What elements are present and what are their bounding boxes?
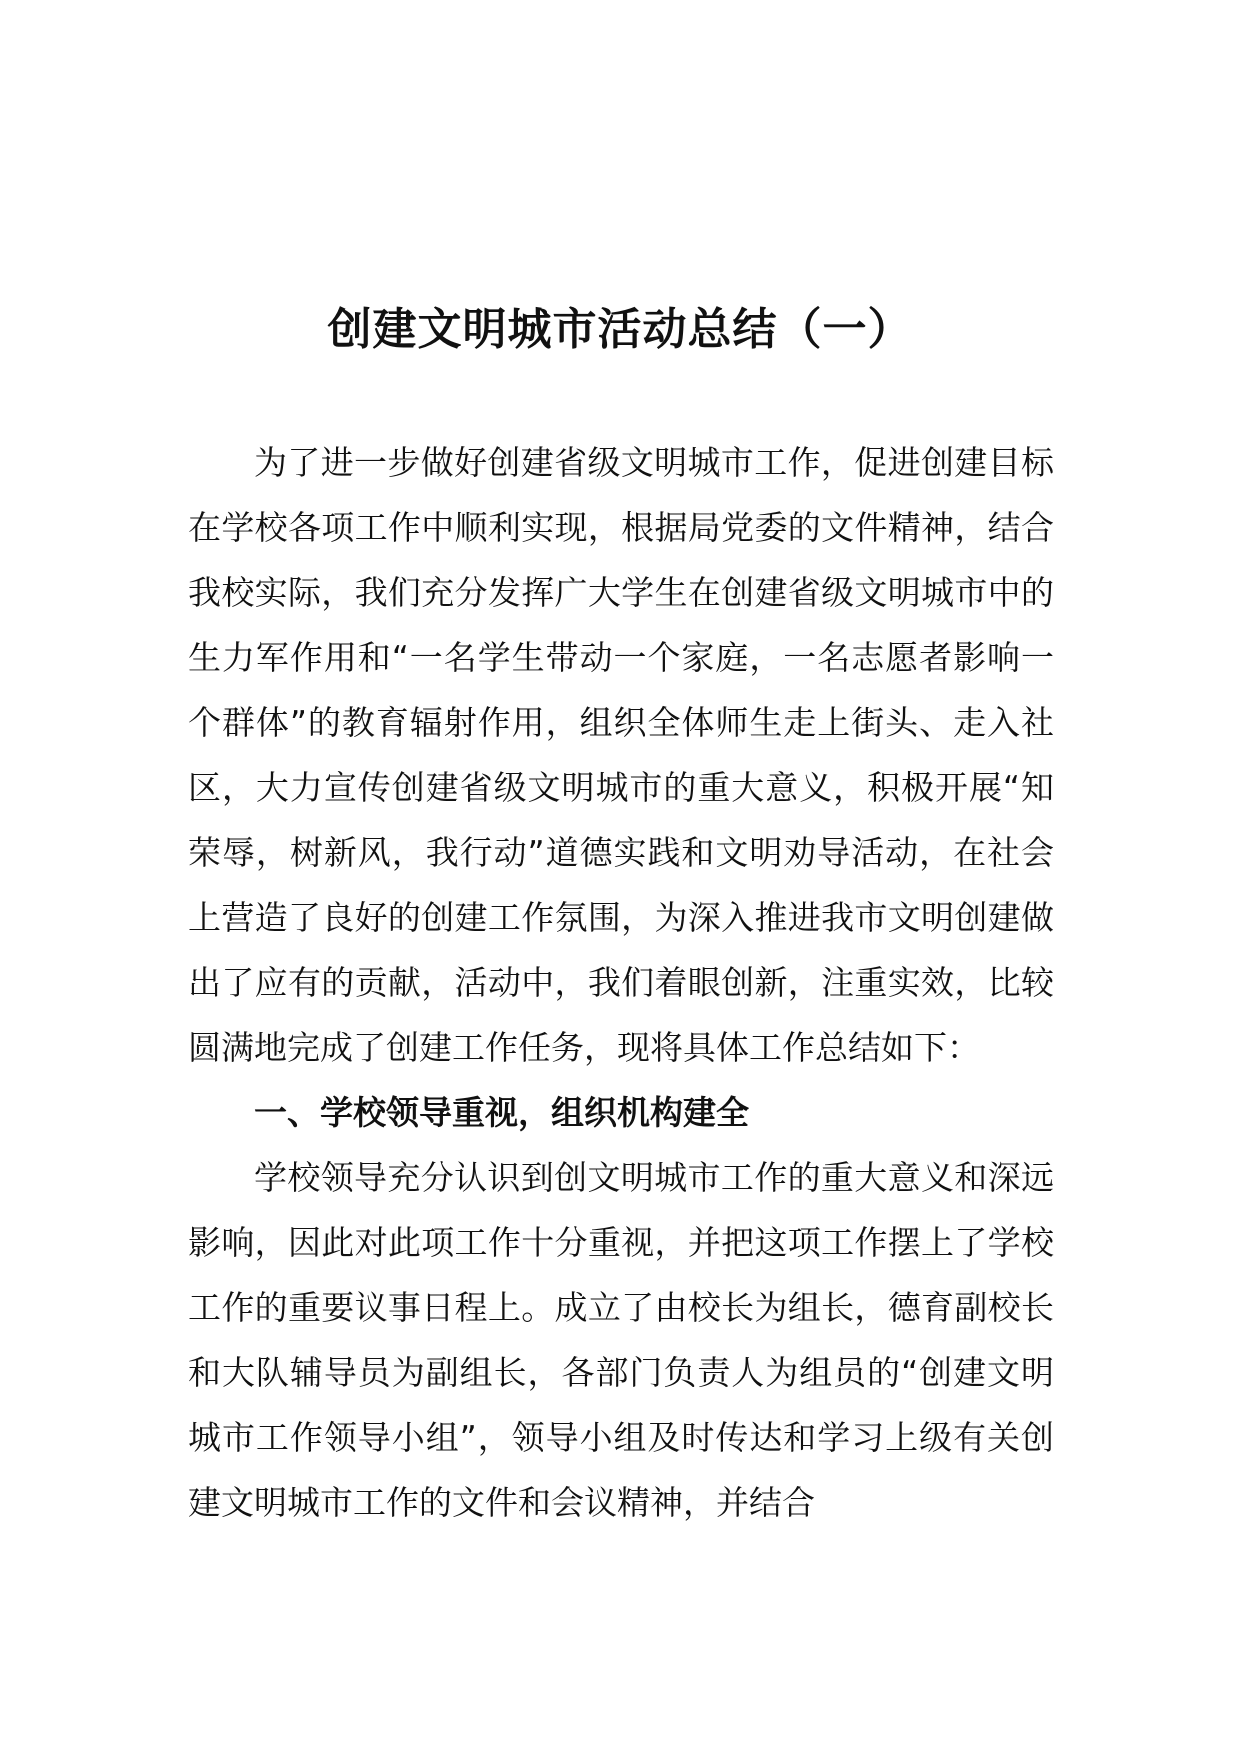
section-paragraph: 学校领导充分认识到创文明城市工作的重大意义和深远影响，因此对此项工作十分重视，并把这项工作摆上了学校工作的重要议事日程上。成立了由校长为组长，德育副校长和大队辅导员为副组长，各部门负责人为组员的“创建文明城市工作领导小组”，领导小组及时传达和学习上级有关创建文明城市工作的文件和会议精神，并结合 bbox=[188, 1158, 1054, 1522]
document-title: 创建文明城市活动总结（一） bbox=[327, 304, 913, 355]
section-heading: 一、学校领导重视，组织机构建全 bbox=[254, 1093, 749, 1132]
intro-paragraph: 为了进一步做好创建省级文明城市工作，促进创建目标在学校各项工作中顺利实现，根据局党委的文件精神，结合我校实际，我们充分发挥广大学生在创建省级文明城市中的生力军作用和“一名学生带动一个家庭，一名志愿者影响一个群体”的教育辐射作用，组织全体师生走上街头、走入社区，大力宣传创建省级文明城市的重大意义，积极开展“知荣辱，树新风，我行动”道德实践和文明劝导活动，在社会上营造了良好的创建工作氛围，为深入推进我市文明创建做出了应有的贡献，活动中，我们着眼创新，注重实效，比较圆满地完成了创建工作任务，现将具体工作总结如下： bbox=[188, 443, 1054, 1067]
document-body bbox=[188, 430, 1054, 1535]
